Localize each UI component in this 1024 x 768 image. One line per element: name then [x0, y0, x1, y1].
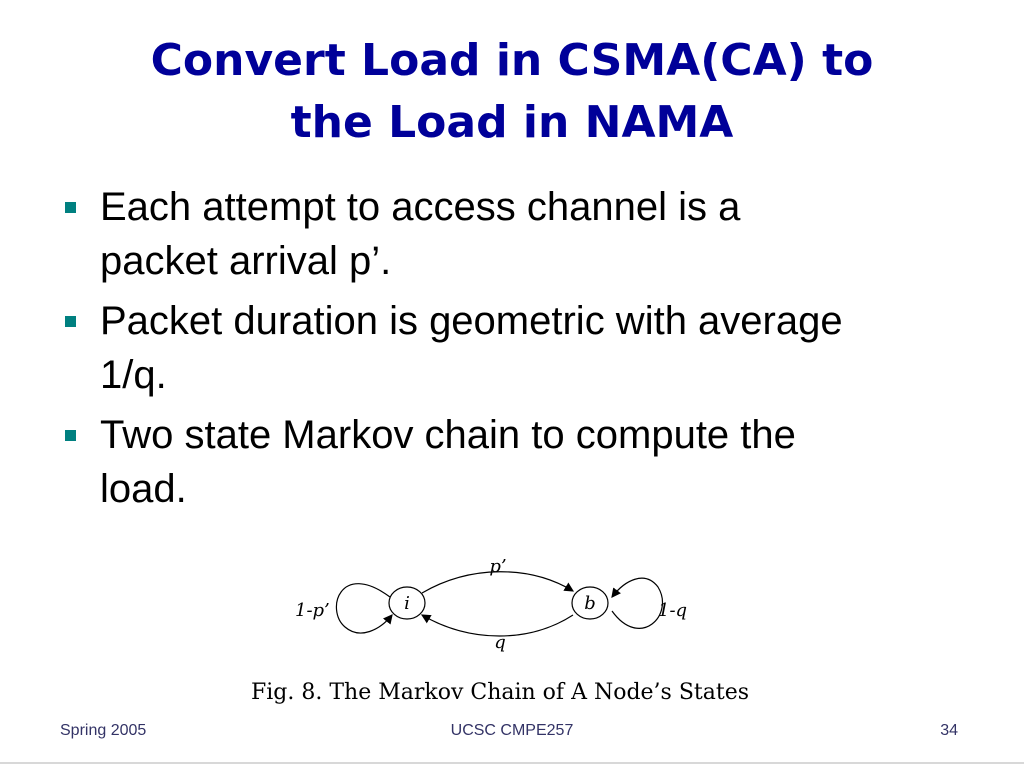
bottom-divider — [0, 762, 1024, 764]
markov-chain-svg — [280, 555, 710, 660]
title-line-1: Convert Load in CSMA(CA) to — [150, 35, 874, 86]
bullet-item — [60, 180, 960, 288]
square-bullet-icon — [65, 430, 76, 441]
square-bullet-icon — [65, 202, 76, 213]
bullet-text-line: Each attempt to access channel is a — [100, 185, 741, 229]
footer-date: Spring 2005 — [60, 722, 147, 739]
markov-chain-diagram — [280, 555, 710, 660]
edge-label-i-to-b: p’ — [489, 556, 507, 577]
page-number: 34 — [940, 722, 958, 739]
square-bullet-icon — [65, 316, 76, 327]
bullet-text-line: packet arrival p’. — [100, 239, 392, 283]
edge-label-b-to-i: q — [494, 632, 506, 653]
title-line-2: the Load in NAMA — [290, 97, 734, 148]
bullet-text-line: load. — [100, 467, 187, 511]
figure-caption: Fig. 8. The Markov Chain of A Node’s States — [251, 680, 749, 705]
state-label-b: b — [584, 593, 596, 614]
bullet-list — [60, 180, 960, 522]
bullet-item — [60, 408, 960, 516]
slide-title — [30, 30, 994, 154]
bullet-text-line: Two state Markov chain to compute the — [100, 413, 796, 457]
self-loop-i — [336, 584, 392, 633]
self-loop-b — [612, 578, 662, 628]
self-loop-label-b: 1-q — [658, 600, 688, 621]
state-label-i: i — [404, 593, 410, 614]
bullet-item — [60, 294, 960, 402]
footer-course: UCSC CMPE257 — [450, 722, 574, 739]
bullet-text-line: 1/q. — [100, 353, 167, 397]
bullet-text-line: Packet duration is geometric with average — [100, 299, 843, 343]
self-loop-label-i: 1-p’ — [295, 600, 330, 621]
